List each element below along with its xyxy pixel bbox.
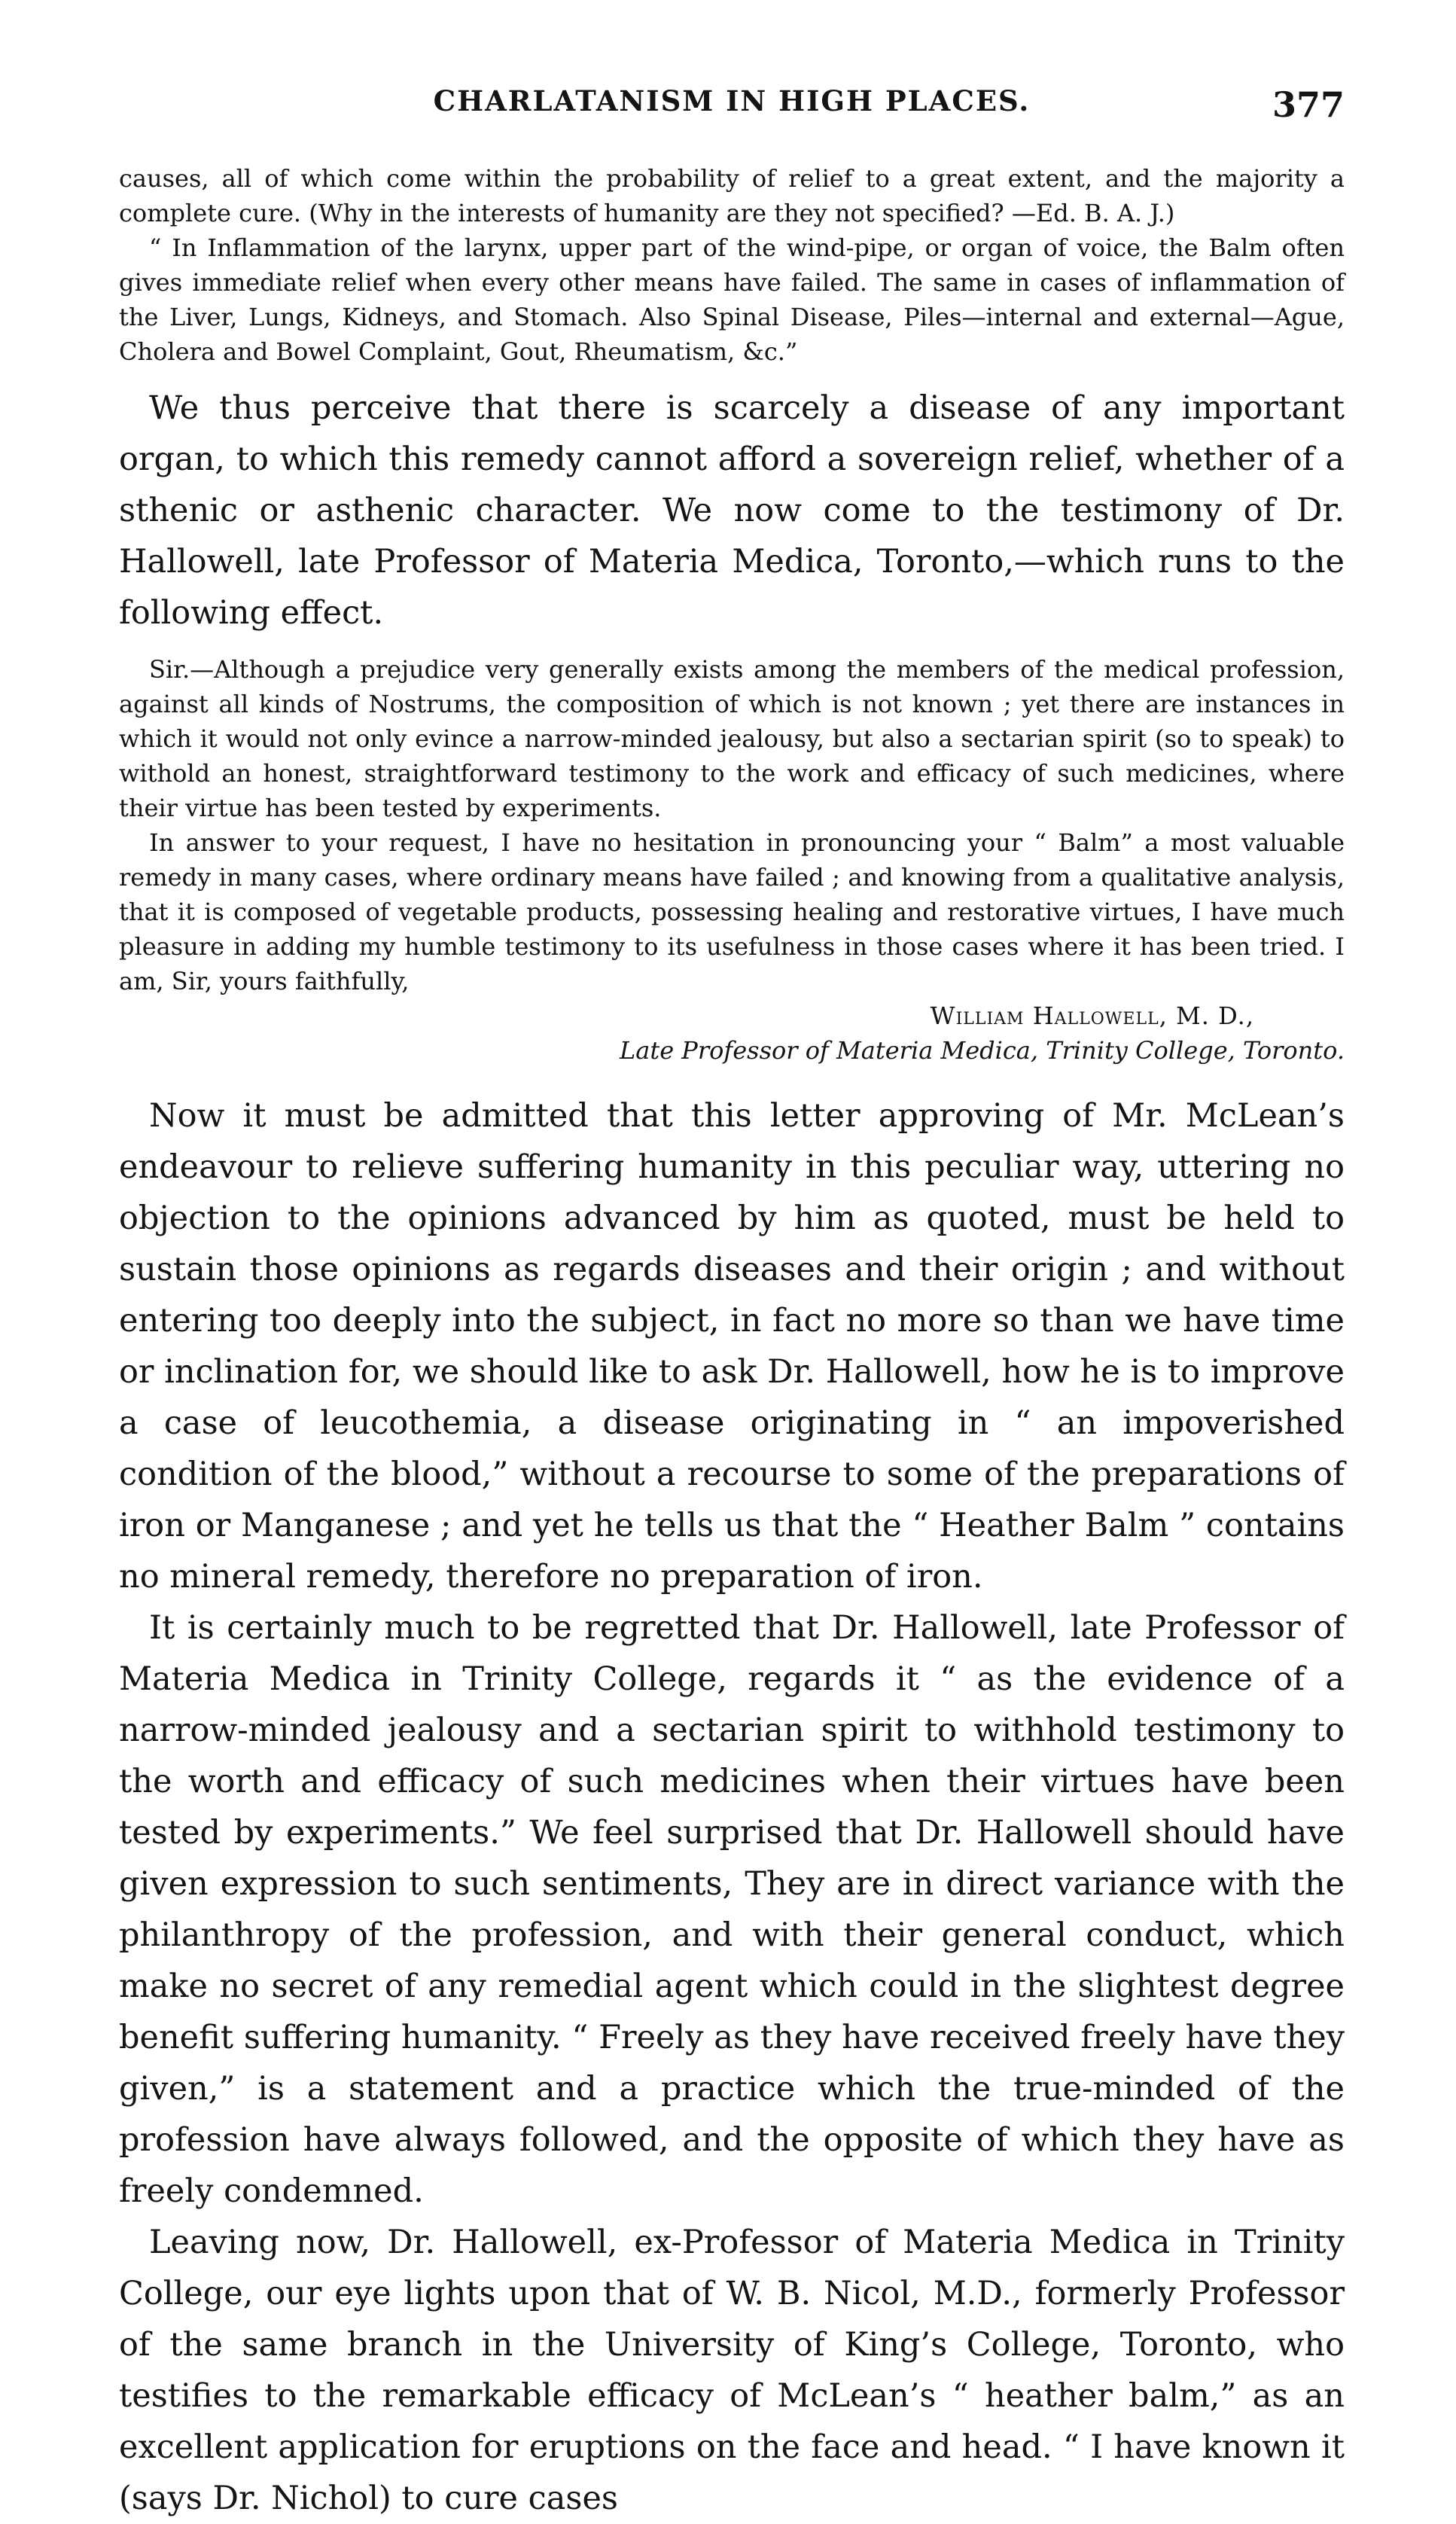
- page-number: 377: [1272, 84, 1345, 125]
- signature-affiliation: Late Professor of Materia Medica, Trinity College, Toronto.: [620, 1036, 1345, 1065]
- signature-name: William Hallowell, M. D.,: [930, 1001, 1254, 1030]
- paragraph: Leaving now, Dr. Hallowell, ex-Professor of Materia Medica in Trinity College, our eye lights upon that of W. B. Nicol, M.D., formerly Professor of the same branch in the University of King’s College, Toronto, who testifies to the remarkable efficacy of McLean’s “ heather balm,” as an excellent application for eruptions on the face and head. “ I have known it (says Dr. Nichol) to cure cases: [119, 2224, 1345, 2517]
- spacer: [119, 369, 1345, 383]
- body-text: [119, 161, 1345, 2524]
- spacer: [119, 1068, 1345, 1090]
- letter-paragraph: Sir.—Although a prejudice very generally exists among the members of the medical profession, against all kinds of Nostrums, the composition of which is not known ; yet there are instances in which it would not only evince a narrow-minded jealousy, but also a sectarian spirit (so to speak) to withold an honest, straightforward testimony to the work and efficacy of such medicines, where their virtue has been tested by experiments.: [119, 655, 1345, 822]
- paragraph: We thus perceive that there is scarcely a disease of any important organ, to which this remedy cannot afford a sovereign relief, whether of a sthenic or asthenic character. We now come to the testimony of Dr. Hallowell, late Professor of Materia Medica, Toronto,—which runs to the following effect.: [119, 389, 1345, 632]
- running-title: CHARLATANISM IN HIGH PLACES.: [433, 84, 1031, 117]
- paragraph: “ In Inflammation of the larynx, upper part of the wind-pipe, or organ of voice, the Balm often gives immediate relief when every other means have failed. The same in cases of inflammation of the Liver, Lungs, Kidneys, and Stomach. Also Spinal Disease, Piles—internal and external—Ague, Cholera and Bowel Complaint, Gout, Rheumatism, &c.”: [119, 233, 1345, 366]
- running-head: [119, 84, 1345, 130]
- paragraph: causes, all of which come within the probability of relief to a great extent, and the majority a complete cure. (Why in the interests of humanity are they not specified? —Ed. B. A. J.): [119, 164, 1345, 227]
- spacer: [119, 639, 1345, 652]
- paragraph: It is certainly much to be regretted that Dr. Hallowell, late Professor of Materia Medica in Trinity College, regards it “ as the evidence of a narrow-minded jealousy and a sectarian spirit to withhold testimony to the worth and efficacy of such medicines when their virtues have been tested by experiments.” We feel surprised that Dr. Hallowell should have given expression to such sentiments, They are in direct variance with the philanthropy of the profession, and with their general conduct, which make no secret of any remedial agent which could in the slightest degree benefit suffering humanity. “ Freely as they have received freely have they given,” is a statement and a practice which the true-minded of the profession have always followed, and the opposite of which they have as freely condemned.: [119, 1609, 1345, 2210]
- paragraph: Now it must be admitted that this letter approving of Mr. McLean’s endeavour to relieve suffering humanity in this peculiar way, uttering no objection to the opinions advanced by him as quoted, must be held to sustain those opinions as regards diseases and their origin ; and without entering too deeply into the subject, in fact no more so than we have time or inclination for, we should like to ask Dr. Hallowell, how he is to improve a case of leucothemia, a disease originating in “ an impoverished condition of the blood,” without a recourse to some of the preparations of iron or Manganese ; and yet he tells us that the “ Heather Balm ” contains no mineral remedy, therefore no preparation of iron.: [119, 1097, 1345, 1596]
- letter-paragraph: In answer to your request, I have no hesitation in pronouncing your “ Balm” a most valuable remedy in many cases, where ordinary means have failed ; and knowing from a qualitative analysis, that it is composed of vegetable products, possessing healing and restorative virtues, I have much pleasure in adding my humble testimony to its usefulness in those cases where it has been tried. I am, Sir, yours faithfully,: [119, 828, 1345, 995]
